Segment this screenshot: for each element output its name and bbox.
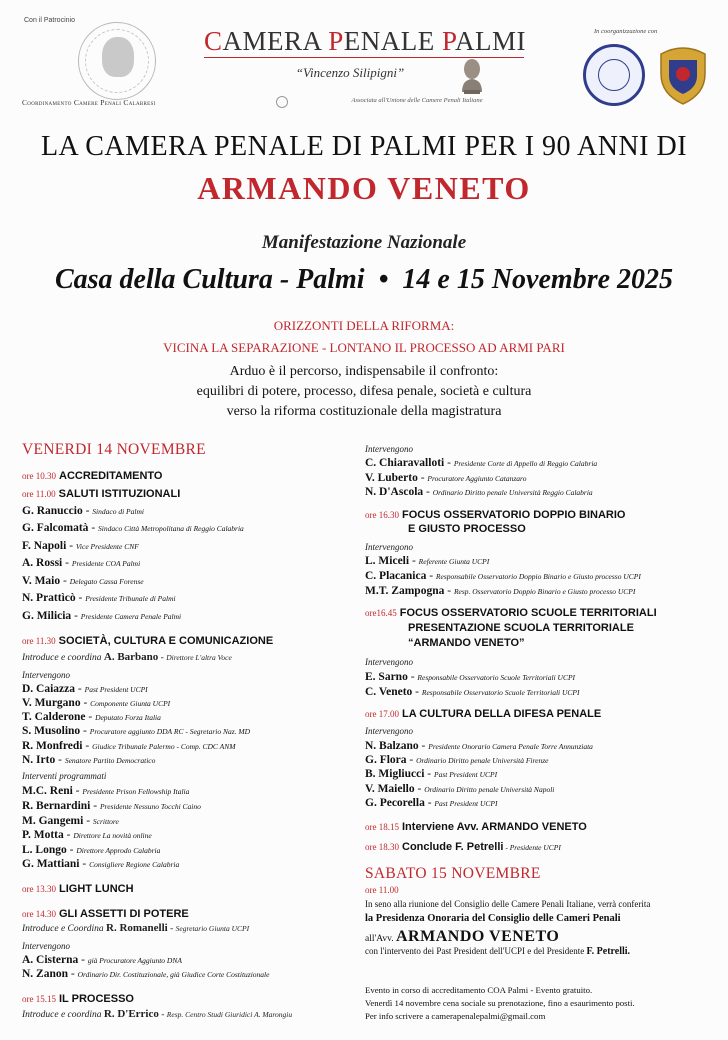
speaker-zanon: N. Zanon - Ordinario Dir. Costituzionale, già Giudice Corte Costituzionale <box>22 968 270 980</box>
speaker-longo: L. Longo - Direttore Approdo Calabria <box>22 844 161 856</box>
event-focus-binario-line2: E GIUSTO PROCESSO <box>408 523 526 535</box>
speaker-migliucci: B. Migliucci - Past President UCPI <box>365 768 498 780</box>
speaker-pecorella: G. Pecorella - Past President UCPI <box>365 797 498 809</box>
day-title-friday: VENERDI 14 NOVEMBRE <box>22 441 206 458</box>
speaker-maiello: V. Maiello - Ordinario Diritto penale Università Napoli <box>365 783 555 795</box>
event-focus-binario: ore 16.30 FOCUS OSSERVATORIO DOPPIO BINARIO <box>365 509 626 521</box>
speaker-prattico: N. Prattìcò - Presidente Tribunale di Palmi <box>22 592 176 604</box>
speaker-sarno: E. Sarno - Responsabile Osservatorio Scuole Territoriali UCPI <box>365 671 576 683</box>
speaker-napoli: F. Napoli - Vice Presidente CNF <box>22 540 139 552</box>
speaker-flora: G. Flora - Ordinario Diritto penale Università Firenze <box>365 754 549 766</box>
event-focus-scuole-line2: PRESENTAZIONE SCUOLA TERRITORIALE <box>408 622 634 634</box>
event-lunch: ore 13.30 LIGHT LUNCH <box>22 883 134 895</box>
speaker-chiaravalloti: C. Chiaravalloti - Presidente Corte di Appello di Reggio Calabria <box>365 457 598 469</box>
speaker-irto: N. Irto - Senatore Partito Democratico <box>22 754 156 766</box>
speaker-murgano: V. Murgano - Componente Giunta UCPI <box>22 697 171 709</box>
speaker-veneto: C. Veneto - Responsabile Osservatorio Scuole Territoriali UCPI <box>365 686 580 698</box>
speaker-miceli: L. Miceli - Referente Giunta UCPI <box>365 555 490 567</box>
bust-icon <box>458 58 486 94</box>
speaker-bernardini: R. Bernardini - Presidente Nessuno Tocchi Caino <box>22 800 201 812</box>
speaker-calderone: T. Calderone - Deputato Forza Italia <box>22 711 161 723</box>
speaker-falcomata: G. Falcomatà - Sindaco Città Metropolitana di Reggio Calabria <box>22 522 244 534</box>
speaker-maio: V. Maio - Delegato Cassa Forense <box>22 575 144 587</box>
speaker-rossi: A. Rossi - Presidente COA Palmi <box>22 557 141 569</box>
intro-derrico: Introduce e coordina R. D'Errico - Resp. Centro Studi Giuridici A. Marongiu <box>22 1008 293 1020</box>
label-intervengono-6: Intervengono <box>365 726 413 736</box>
speaker-luberto: V. Luberto - Procuratore Aggiunto Catanzaro <box>365 472 527 484</box>
speaker-balzano: N. Balzano - Presidente Onorario Camera Penale Torre Annunziata <box>365 740 593 752</box>
camera-penale-title: CAMERA PENALE PALMI <box>203 26 527 56</box>
footer-line-3: Per info scrivere a camerapenalepalmi@gmail.com <box>365 1011 546 1021</box>
event-type: Manifestazione Nazionale <box>261 232 467 253</box>
theme-title: ORIZZONTI DELLA RIFORMA: <box>273 318 455 333</box>
patrocinio-label: Con il Patrocinio <box>24 17 75 24</box>
speaker-caiazza: D. Caiazza - Past President UCPI <box>22 683 148 695</box>
headline: LA CAMERA PENALE DI PALMI PER I 90 ANNI DI <box>40 131 688 162</box>
label-intervengono-2: Intervengono <box>22 941 70 951</box>
event-accreditamento: ore 10.30 ACCREDITAMENTO <box>22 470 163 482</box>
speaker-zampogna: M.T. Zampogna - Resp. Osservatorio Doppio Binario e Giusto processo UCPI <box>365 585 636 597</box>
saturday-text-1: In seno alla riunione del Consiglio delle Camere Penali Italiane, verrà conferita <box>365 899 651 909</box>
saturday-honoree: all'Avv. ARMANDO VENETO <box>365 928 560 945</box>
speaker-milicia: G. Milicia - Presidente Camera Penale Palmi <box>22 610 182 622</box>
speaker-mattiani: G. Mattiani - Consigliere Regione Calabria <box>22 858 180 870</box>
event-societa: ore 11.30 SOCIETÀ, CULTURA E COMUNICAZIONE <box>22 635 274 647</box>
bullet: • <box>378 264 389 295</box>
intro-romanelli: Introduce e Coordina R. Romanelli - Segretario Giunta UCPI <box>22 922 250 934</box>
palmi-coat-of-arms-icon <box>653 44 713 106</box>
speaker-placanica: C. Placanica - Responsabile Osservatorio Doppio Binario e Giusto processo UCPI <box>365 570 641 582</box>
label-intervengono-1: Intervengono <box>22 670 70 680</box>
event-focus-scuole: ore16.45 FOCUS OSSERVATORIO SCUOLE TERRITORIALI <box>365 607 657 619</box>
venue-date: Casa della Cultura - Palmi • 14 e 15 Novembre 2025 <box>54 264 674 295</box>
label-intervengono-5: Intervengono <box>365 657 413 667</box>
speaker-reni: M.C. Reni - Presidente Prison Fellowship Italia <box>22 785 190 797</box>
intro-barbano: Introduce e coordina A. Barbano - Direttore L'altra Voce <box>22 651 232 663</box>
footer-line-1: Evento in corso di accreditamento COA Palmi - Evento gratuito. <box>365 985 593 995</box>
event-conclude-petrelli: ore 18.30 Conclude F. Petrelli - Presidente UCPI <box>365 841 561 853</box>
coorganizzazione-label: In coorganizzazione con <box>594 28 658 35</box>
associato-label: Associata all'Unione delle Camere Penali Italiane <box>351 97 483 104</box>
coordinamento-label: Coordinamento Camere Penali Calabresi <box>22 98 156 107</box>
saturday-text-3: con l'intervento dei Past President dell'UCPI e del Presidente F. Petrelli. <box>365 946 631 957</box>
event-focus-scuole-line3: “ARMANDO VENETO” <box>408 637 525 649</box>
speaker-monfredi: R. Monfredi - Giudice Tribunale Palermo - Comp. CDC ANM <box>22 740 236 752</box>
speaker-cisterna: A. Cisterna - già Procuratore Aggiunto DNA <box>22 954 182 966</box>
day-title-saturday: SABATO 15 NOVEMBRE <box>365 865 541 882</box>
speaker-dascola: N. D'Ascola - Ordinario Diritto penale Università Reggio Calabria <box>365 486 593 498</box>
event-saluti: ore 11.00 SALUTI ISTITUZIONALI <box>22 488 181 500</box>
event-cultura-difesa: ore 17.00 LA CULTURA DELLA DIFESA PENALE <box>365 708 602 720</box>
speaker-ranuccio: G. Ranuccio - Sindaco di Palmi <box>22 505 144 517</box>
footer-line-2: Venerdì 14 novembre cena sociale su prenotazione, fino a esaurimento posti. <box>365 998 635 1008</box>
unione-camere-penali-seal-icon <box>78 22 156 100</box>
speaker-gangemi: M. Gangemi - Scrittore <box>22 815 119 827</box>
event-interviene-veneto: ore 18.15 Interviene Avv. ARMANDO VENETO <box>365 821 587 833</box>
honoree-name: ARMANDO VENETO <box>197 170 531 206</box>
event-processo: ore 15.15 IL PROCESSO <box>22 993 134 1005</box>
speaker-motta: P. Motta - Direttore La novità online <box>22 829 152 841</box>
theme-text-1: Arduo è il percorso, indispensabile il confronto: <box>229 364 499 379</box>
saturday-text-2: la Presidenza Onoraria del Consiglio delle Cameri Penali <box>365 913 621 924</box>
label-interventi-programmati: Interventi programmati <box>22 771 107 781</box>
theme-text-3: verso la riforma costituzionale della magistratura <box>226 404 502 419</box>
label-intervengono-4: Intervengono <box>365 542 413 552</box>
theme-text-2: equilibri di potere, processo, difesa penale, società e cultura <box>196 384 532 399</box>
event-saturday-time: ore 11.00 <box>365 885 399 895</box>
theme-subtitle: VICINA LA SEPARAZIONE - LONTANO IL PROCESSO AD ARMI PARI <box>163 340 565 355</box>
ordine-avvocati-palmi-seal-icon <box>583 44 645 106</box>
label-intervengono-3: Intervengono <box>365 444 413 454</box>
camera-penale-subtitle: “Vincenzo Silipigni” <box>295 65 405 80</box>
speaker-musolino: S. Musolino - Procuratore aggiunto DDA RC - Segretario Naz. MD <box>22 725 251 737</box>
event-assetti: ore 14.30 GLI ASSETTI DI POTERE <box>22 908 189 920</box>
